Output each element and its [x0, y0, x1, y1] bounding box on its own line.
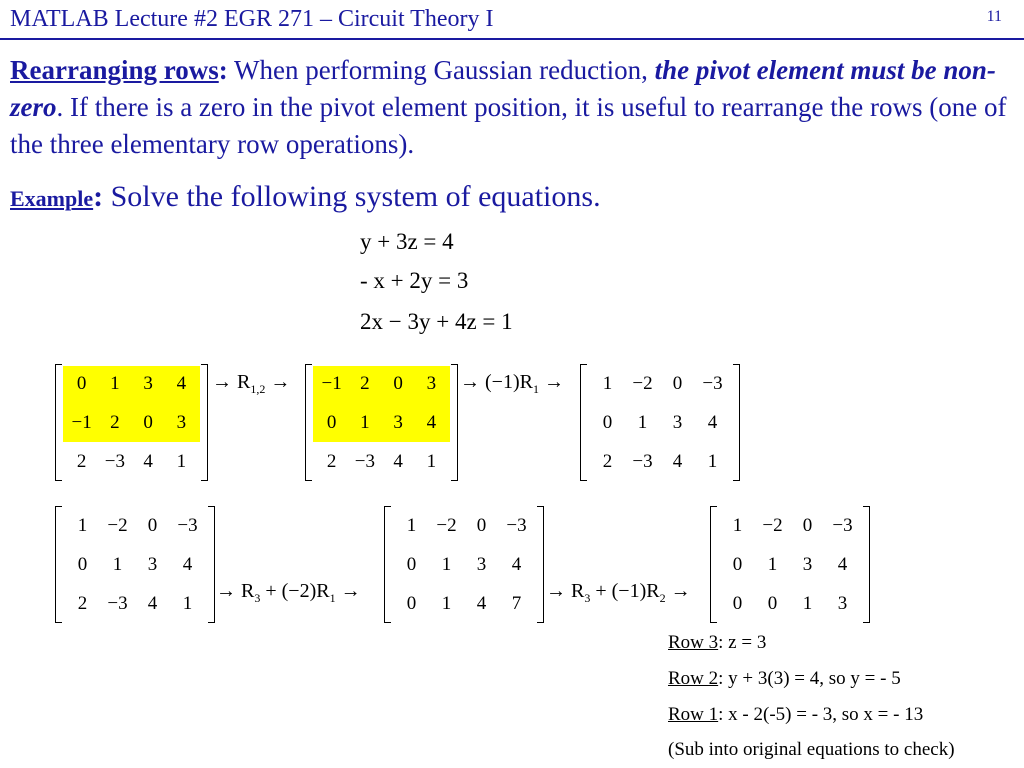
- matrix-cell: 1: [802, 593, 813, 614]
- matrix-cell: 3: [802, 554, 813, 575]
- solution-label: Row 1: [668, 704, 719, 725]
- matrix-cell: 1: [602, 373, 613, 394]
- example-text: Solve the following system of equations.: [103, 180, 601, 213]
- op4-mid: + (−1)R: [590, 580, 660, 602]
- matrix-cell: 3: [147, 554, 158, 575]
- op-swap-sub: 1,2: [250, 382, 266, 396]
- matrix-cell: 0: [602, 412, 613, 433]
- matrix-row: [580, 364, 740, 403]
- matrix-row: [710, 506, 870, 545]
- op3-main: → R: [216, 580, 255, 602]
- matrix-cell: 1: [77, 515, 88, 536]
- matrix-cell: 4: [672, 451, 683, 472]
- matrix-cell: 0: [76, 373, 87, 394]
- matrix-step-start: [55, 506, 215, 623]
- solution-text: : z = 3: [718, 632, 767, 653]
- intro-emphasis: the pivot element must be non-zero: [10, 55, 996, 122]
- matrix-cell: −3: [104, 451, 125, 472]
- matrix-final: [710, 506, 870, 623]
- example-colon: :: [93, 180, 104, 213]
- page-number: 11: [986, 8, 1002, 25]
- matrix-cell: 4: [147, 593, 158, 614]
- intro-heading: Rearranging rows: [10, 55, 219, 85]
- matrix-cell: 3: [176, 412, 187, 433]
- matrix-step-r3: [384, 506, 544, 623]
- equation-2: - x + 2y = 3: [360, 268, 469, 293]
- op4-main: → R: [546, 580, 585, 602]
- matrix-cell: −3: [702, 373, 723, 394]
- matrix-cell: 3: [393, 412, 403, 433]
- matrix-cell: 0: [77, 554, 88, 575]
- matrix-cell: 4: [476, 593, 487, 614]
- matrix-cell: −1: [321, 373, 342, 394]
- equation-1: y + 3z = 4: [360, 229, 454, 254]
- matrix-cell: 4: [176, 373, 187, 394]
- matrix-row: [580, 442, 740, 481]
- op-scale-arrow: →: [538, 371, 564, 393]
- matrix-cell: 2: [110, 412, 120, 433]
- matrix-cell: 1: [707, 451, 718, 472]
- solution-text: : y + 3(3) = 4, so y = - 5: [718, 668, 901, 689]
- matrix-swapped: [305, 364, 458, 481]
- matrix-cell: 3: [143, 373, 153, 394]
- operation-r3-minus2r1: [216, 580, 361, 606]
- matrix-cell: 1: [441, 554, 452, 575]
- matrix-cell: 4: [182, 554, 193, 575]
- matrix-row: [55, 584, 215, 623]
- matrix-cell: 0: [802, 515, 813, 536]
- op4-arrow: →: [665, 580, 691, 602]
- example-line: [10, 180, 601, 214]
- matrix-cell: 3: [672, 412, 683, 433]
- matrix-cell: 4: [707, 412, 718, 433]
- matrix-cell: 1: [732, 515, 743, 536]
- solution-row-2: [668, 668, 901, 690]
- matrix-cell: −3: [354, 451, 375, 472]
- solution-row-1: [668, 704, 923, 726]
- matrix-cell: 1: [110, 373, 120, 394]
- matrix-row: [384, 506, 544, 545]
- matrix-row: [55, 442, 208, 481]
- matrix-cell: 2: [326, 451, 337, 472]
- solution-check-note: (Sub into original equations to check): [668, 739, 955, 760]
- matrix-row: [710, 545, 870, 584]
- matrix-cell: −2: [762, 515, 783, 536]
- equation-3: 2x − 3y + 4z = 1: [360, 309, 513, 334]
- matrix-cell: 4: [426, 412, 437, 433]
- matrix-cell: −2: [436, 515, 457, 536]
- slide-header: MATLAB Lecture #2 EGR 271 – Circuit Theory I: [10, 6, 494, 32]
- matrix-row: [305, 403, 458, 442]
- matrix-cell: 1: [112, 554, 123, 575]
- op3-mid: + (−2)R: [260, 580, 330, 602]
- matrix-cell: 2: [360, 373, 370, 394]
- op-swap-main: → R: [212, 371, 251, 393]
- header-divider: [0, 38, 1024, 40]
- intro-colon: :: [218, 55, 228, 85]
- matrix-cell: 3: [837, 593, 848, 614]
- matrix-row: [384, 584, 544, 623]
- matrix-row: [55, 364, 208, 403]
- matrix-cell: −3: [632, 451, 653, 472]
- matrix-cell: 2: [76, 451, 87, 472]
- solution-label: Row 2: [668, 668, 719, 689]
- op3-arrow: →: [335, 580, 361, 602]
- matrix-cell: 4: [393, 451, 403, 472]
- matrix-row: [384, 545, 544, 584]
- matrix-cell: 1: [426, 451, 437, 472]
- matrix-row: [305, 364, 458, 403]
- operation-scale: [460, 371, 564, 397]
- matrix-row: [305, 442, 458, 481]
- matrix-cell: 0: [143, 412, 153, 433]
- matrix-row: [55, 403, 208, 442]
- matrix-cell: 3: [426, 373, 437, 394]
- matrix-cell: 0: [406, 593, 417, 614]
- operation-swap: [212, 371, 290, 397]
- matrix-cell: 0: [326, 412, 337, 433]
- matrix-cell: 1: [406, 515, 417, 536]
- matrix-cell: 4: [837, 554, 848, 575]
- solution-row-3: [668, 632, 766, 654]
- matrix-original: [55, 364, 208, 481]
- op-scale-sub: 1: [532, 382, 539, 396]
- matrix-cell: 0: [476, 515, 487, 536]
- op-swap-arrow: →: [265, 371, 291, 393]
- matrix-cell: 0: [672, 373, 683, 394]
- example-label: Example: [10, 186, 94, 211]
- matrix-cell: −3: [177, 515, 198, 536]
- matrix-cell: −3: [832, 515, 853, 536]
- solution-text: : x - 2(-5) = - 3, so x = - 13: [718, 704, 924, 725]
- intro-text-2: . If there is a zero in the pivot element position, it is useful to rearrange the rows (one of the three elementary row operations).: [10, 92, 1007, 159]
- matrix-cell: 0: [406, 554, 417, 575]
- operation-r3-minus1r2: [546, 580, 691, 606]
- matrix-cell: 3: [476, 554, 487, 575]
- matrix-cell: −3: [506, 515, 527, 536]
- matrix-cell: −2: [107, 515, 128, 536]
- matrix-cell: 1: [637, 412, 648, 433]
- intro-paragraph: [10, 52, 1015, 163]
- matrix-cell: 1: [182, 593, 193, 614]
- op-scale-main: → (−1)R: [460, 371, 533, 393]
- matrix-row: [710, 584, 870, 623]
- op4-sub: 3: [584, 591, 591, 605]
- op4-sub2: 2: [659, 591, 666, 605]
- matrix-cell: 1: [360, 412, 370, 433]
- matrix-row: [55, 545, 215, 584]
- matrix-cell: 4: [511, 554, 522, 575]
- matrix-cell: 1: [767, 554, 778, 575]
- matrix-cell: 1: [441, 593, 452, 614]
- matrix-cell: −1: [71, 412, 92, 433]
- matrix-cell: −2: [632, 373, 653, 394]
- matrix-cell: 4: [143, 451, 153, 472]
- matrix-cell: 0: [393, 373, 403, 394]
- matrix-cell: 7: [511, 593, 522, 614]
- op3-sub2: 1: [329, 591, 336, 605]
- matrix-cell: −3: [107, 593, 128, 614]
- matrix-cell: 1: [176, 451, 187, 472]
- matrix-cell: 0: [147, 515, 158, 536]
- solution-label: Row 3: [668, 632, 719, 653]
- matrix-cell: 0: [767, 593, 778, 614]
- matrix-cell: 0: [732, 593, 743, 614]
- intro-text-1: When performing Gaussian reduction,: [227, 55, 655, 85]
- matrix-row: [580, 403, 740, 442]
- matrix-scaled: [580, 364, 740, 481]
- matrix-cell: 0: [732, 554, 743, 575]
- op3-sub: 3: [254, 591, 261, 605]
- matrix-row: [55, 506, 215, 545]
- matrix-cell: 2: [602, 451, 613, 472]
- matrix-cell: 2: [77, 593, 88, 614]
